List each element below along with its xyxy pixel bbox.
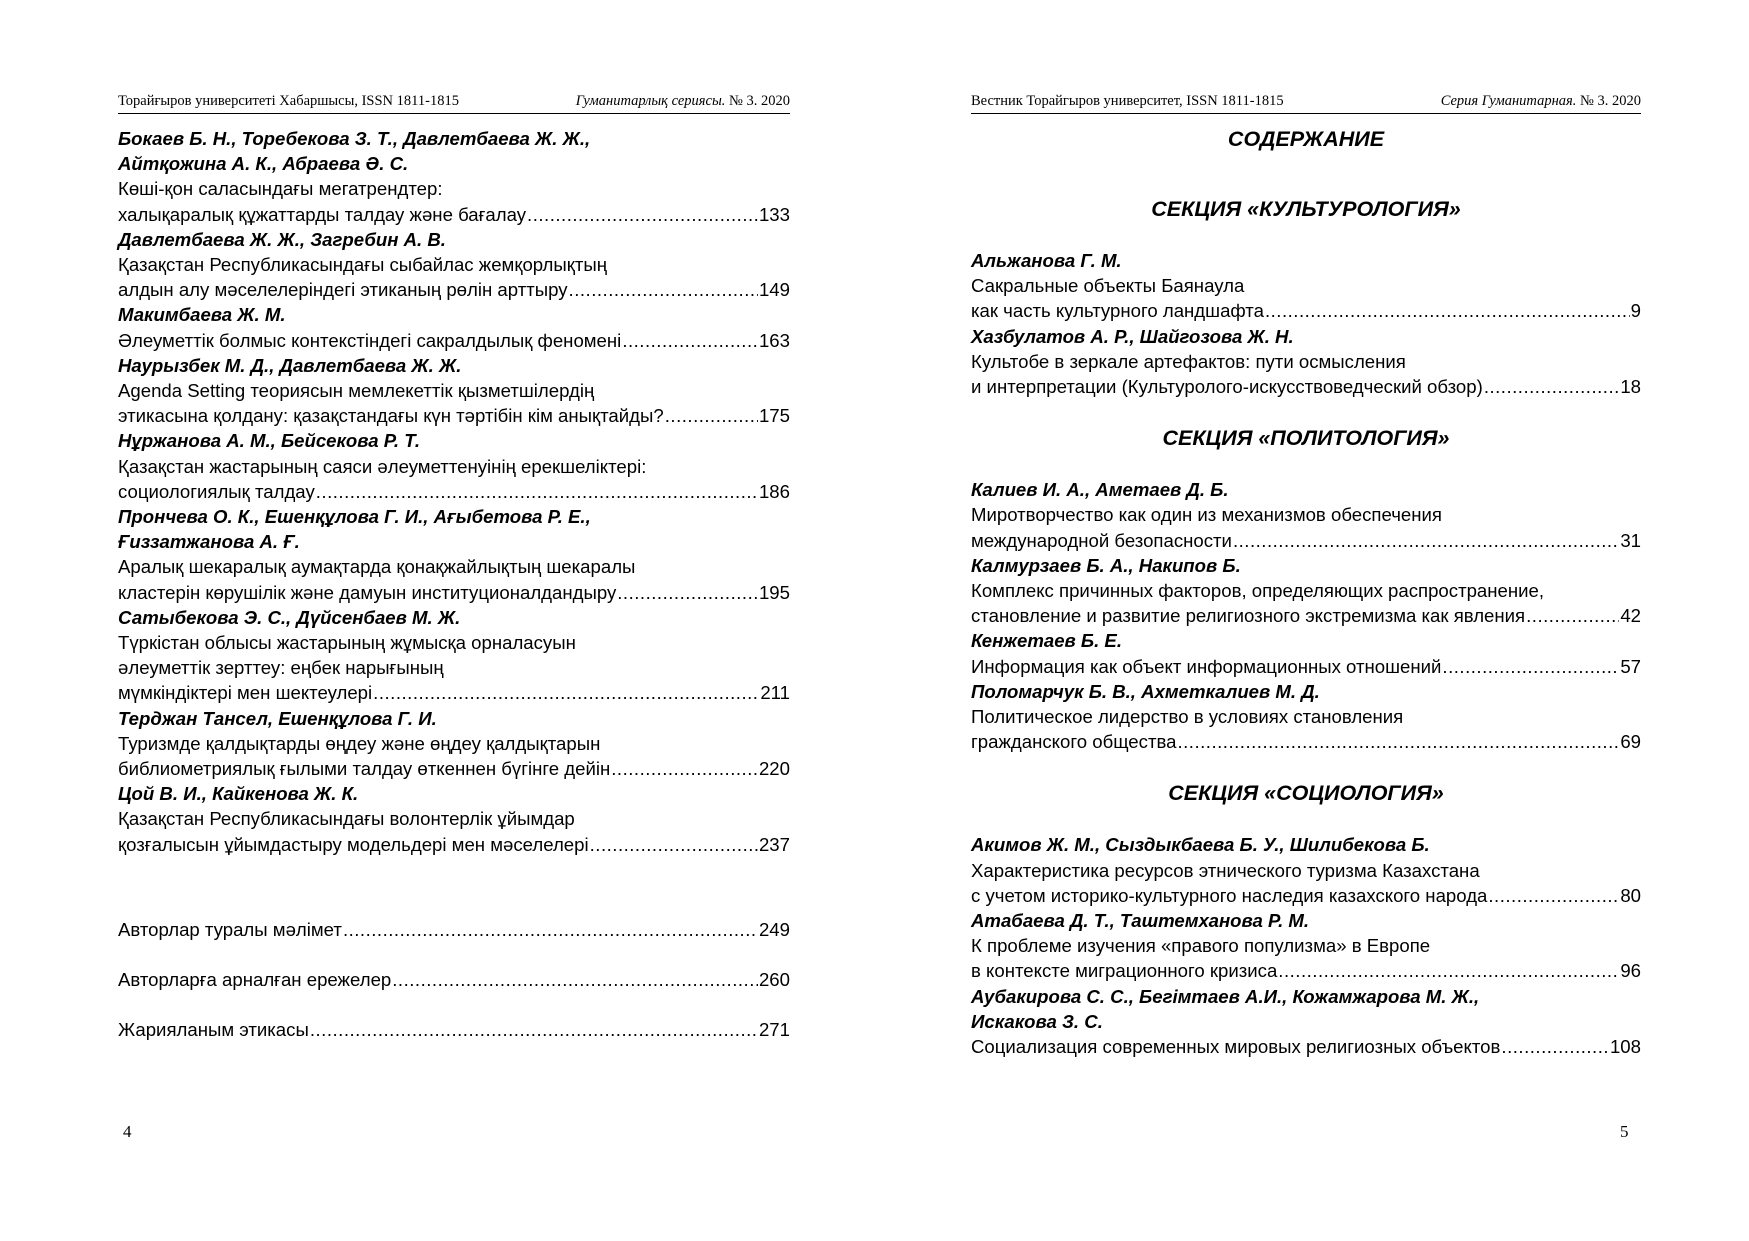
dot-leader — [1233, 528, 1619, 553]
entry-title-text: Социализация современных мировых религиозных объектов — [971, 1036, 1501, 1058]
toc-entry — [971, 553, 1641, 629]
dot-leader — [1526, 603, 1619, 628]
entry-title-last-line — [971, 958, 1641, 983]
dot-leader — [310, 1017, 758, 1042]
entry-authors: Калмурзаев Б. А., Накипов Б. — [971, 554, 1241, 576]
toc-entry — [118, 504, 790, 605]
entry-title-last-line — [118, 403, 790, 428]
entry-authors: Давлетбаева Ж. Ж., Загребин А. В. — [118, 228, 446, 250]
dot-leader — [343, 917, 758, 942]
entry-authors: Нұржанова А. М., Бейсекова Р. Т. — [118, 430, 421, 452]
dot-leader — [617, 580, 758, 605]
back-matter-entry — [118, 917, 790, 942]
entry-title-text: Авторлар туралы мәлімет — [118, 918, 342, 940]
entry-page-number: 69 — [1620, 731, 1641, 753]
entry-title-line: Қазақстан Республикасындағы волонтерлік ұйымдар — [118, 808, 575, 830]
entry-title-last-line — [118, 202, 790, 227]
toc-entry — [118, 428, 790, 504]
entry-title-text: мүмкіндіктері мен шектеулері — [118, 682, 373, 704]
entry-page-number: 149 — [758, 279, 790, 301]
entry-title-line: Түркістан облысы жастарының жұмысқа орналасуын — [118, 632, 576, 654]
entry-title-last-line — [971, 1034, 1641, 1059]
toc-entry — [118, 781, 790, 857]
entry-title-last-line — [971, 603, 1641, 628]
entry-authors: Хазбулатов А. Р., Шайгозова Ж. Н. — [971, 325, 1294, 347]
dot-leader — [1501, 1034, 1609, 1059]
entry-page-number: 133 — [758, 203, 790, 225]
entry-authors: Атабаева Д. Т., Таштемханова Р. М. — [971, 910, 1310, 932]
entry-title-last-line — [118, 479, 790, 504]
series-info — [1441, 93, 1641, 110]
entry-authors: Кенжетаев Б. Е. — [971, 630, 1123, 652]
entry-title-last-line — [971, 729, 1641, 754]
entry-title-text: становление и развитие религиозного экстремизма как явления — [971, 605, 1526, 627]
entry-title-last-line — [118, 832, 790, 857]
dot-leader — [1177, 729, 1619, 754]
entry-page-number: 9 — [1630, 300, 1641, 322]
entry-page-number: 31 — [1620, 529, 1641, 551]
entry-title-text: этикасына қолдану: қазақстандағы күн тәртібін кім анықтайды? — [118, 405, 664, 427]
entry-authors: Цой В. И., Кайкенова Ж. К. — [118, 783, 359, 805]
entry-page-number: 18 — [1620, 376, 1641, 398]
journal-title: Торайғыров университеті Хабаршысы, ISSN 1811-1815 — [118, 93, 459, 109]
entry-page-number: 195 — [758, 581, 790, 603]
entry-page-number: 249 — [758, 918, 790, 940]
entry-page-number: 57 — [1620, 655, 1641, 677]
entry-title-text: Жарияланым этикасы — [118, 1019, 309, 1041]
entry-title-line: Миротворчество как один из механизмов обеспечения — [971, 504, 1442, 526]
entry-authors: Калиев И. А., Аметаев Д. Б. — [971, 479, 1229, 501]
toc-entry — [971, 679, 1641, 755]
entry-authors: Бокаев Б. Н., Торебекова З. Т., Давлетбаева Ж. Ж., — [118, 128, 591, 149]
entry-title-last-line — [118, 680, 790, 705]
toc-entry — [971, 248, 1641, 324]
dot-leader — [1488, 883, 1619, 908]
entry-title-text: гражданского общества — [971, 731, 1177, 753]
toc-entry — [118, 227, 790, 303]
entry-title-last-line — [118, 580, 790, 605]
dot-leader — [590, 832, 758, 857]
section-heading: СЕКЦИЯ «СОЦИОЛОГИЯ» — [1168, 781, 1444, 806]
entry-title-text: алдын алу мәселелеріндегі этиканың рөлін арттыру — [118, 279, 568, 301]
dot-leader — [622, 328, 758, 353]
dot-leader — [1278, 958, 1619, 983]
entry-title-line: Agenda Setting теориясын мемлекеттік қызметшілердің — [118, 380, 595, 402]
entry-title-line: Культобе в зеркале артефактов: пути осмысления — [971, 350, 1406, 372]
entry-authors: Ғиззатжанова А. Ғ. — [118, 531, 300, 553]
entry-title-text: и интерпретации (Культуролого-искусствоведческий обзор) — [971, 376, 1483, 398]
entry-page-number: 271 — [758, 1019, 790, 1041]
entry-title-line: Комплекс причинных факторов, определяющих распространение, — [971, 580, 1545, 602]
entry-title-last-line — [971, 374, 1641, 399]
dot-leader — [527, 202, 758, 227]
entry-title-text: Авторларға арналған ережелер — [118, 969, 392, 991]
entry-authors: Альжанова Г. М. — [971, 250, 1122, 271]
toc-entry — [971, 324, 1641, 400]
entry-title-last-line — [118, 756, 790, 781]
dot-leader — [1484, 374, 1620, 399]
table-of-contents — [971, 126, 1641, 1059]
entry-title-line: Политическое лидерство в условиях становления — [971, 706, 1404, 728]
entry-title-line: Қазақстан жастарының саяси әлеуметтенуінің ерекшеліктері: — [118, 455, 647, 477]
entry-title-last-line — [118, 277, 790, 302]
toc-entry — [118, 302, 790, 352]
entry-title-text: кластерін көрушілік және дамуын институционалдандыру — [118, 581, 617, 603]
dot-leader — [611, 756, 758, 781]
series-info — [576, 93, 790, 110]
entry-title-text: международной безопасности — [971, 529, 1232, 551]
entry-authors: Аубакирова С. С., Бегімтаев А.И., Кожамжарова М. Ж., — [971, 985, 1480, 1007]
entry-title-text: как часть культурного ландшафта — [971, 300, 1264, 322]
toc-entry — [971, 984, 1641, 1060]
toc-entry — [971, 477, 1641, 553]
toc-entry — [118, 353, 790, 429]
back-matter-entry — [118, 1017, 790, 1042]
entry-title-line: Көші-қон саласындағы мегатрендтер: — [118, 178, 443, 200]
entry-title-line: Аралық шекаралық аумақтарда қонақжайлықтың шекаралы — [118, 556, 636, 578]
dot-leader — [1265, 298, 1630, 323]
entry-title-text: Әлеуметтік болмыс контекстіндегі сакралдылық феномені — [118, 329, 622, 351]
issue-number: № 3. 2020 — [729, 93, 790, 109]
entry-authors: Терджан Тансел, Ешенқұлова Г. И. — [118, 707, 437, 729]
entry-page-number: 163 — [758, 329, 790, 351]
entry-authors: Наурызбек М. Д., Давлетбаева Ж. Ж. — [118, 354, 462, 376]
entry-title-text: қозғалысын ұйымдастыру модельдері мен мәселелері — [118, 833, 589, 855]
page-number: 4 — [123, 1122, 132, 1141]
entry-title-text: библиометриялық ғылыми талдау өткеннен бүгінге дейін — [118, 758, 611, 780]
section-heading: СЕКЦИЯ «ПОЛИТОЛОГИЯ» — [1162, 426, 1450, 451]
entry-page-number: 96 — [1620, 960, 1641, 982]
right-page — [875, 0, 1749, 1241]
entry-authors: Прончева О. К., Ешенқұлова Г. И., Ағыбетова Р. Е., — [118, 506, 591, 528]
entry-authors: Айтқожина А. К., Абраева Ә. С. — [118, 153, 409, 175]
toc-entry — [971, 832, 1641, 908]
entry-page-number: 186 — [758, 480, 790, 502]
entry-title-line: К проблеме изучения «правого популизма» в Европе — [971, 935, 1431, 957]
entry-title-last-line — [971, 654, 1641, 679]
entry-title-line: Характеристика ресурсов этнического туризма Казахстана — [971, 859, 1480, 881]
entry-page-number: 220 — [758, 758, 790, 780]
toc-entry — [118, 126, 790, 227]
entry-title-line: әлеуметтік зерттеу: еңбек нарығының — [118, 657, 444, 679]
entry-title-line: Сакральные объекты Баянаула — [971, 275, 1245, 297]
dot-leader — [665, 403, 758, 428]
entry-title-line: Қазақстан Республикасындағы сыбайлас жемқорлықтың — [118, 254, 608, 276]
back-matter-entry — [118, 967, 790, 992]
series-name: Гуманитарлық сериясы. — [575, 93, 726, 109]
entry-title-last-line — [971, 298, 1641, 323]
entry-authors: Сатыбекова Э. С., Дүйсенбаев М. Ж. — [118, 606, 461, 628]
entry-page-number: 237 — [758, 833, 790, 855]
toc-entry — [118, 706, 790, 782]
entry-title-text: социологиялық талдау — [118, 480, 315, 502]
dot-leader — [392, 967, 758, 992]
entry-page-number: 108 — [1609, 1036, 1641, 1058]
entry-title-text: в контексте миграционного кризиса — [971, 960, 1278, 982]
running-header — [118, 92, 790, 114]
dot-leader — [569, 277, 758, 302]
entry-page-number: 80 — [1620, 884, 1641, 906]
entry-title-text: с учетом историко-культурного наследия казахского народа — [971, 884, 1488, 906]
left-page — [0, 0, 874, 1241]
dot-leader — [1442, 654, 1619, 679]
toc-entry — [118, 605, 790, 706]
dot-leader — [373, 680, 759, 705]
table-of-contents — [118, 126, 790, 1043]
entry-title-text: Информация как объект информационных отношений — [971, 655, 1442, 677]
journal-title: Вестник Торайгыров университет, ISSN 1811-1815 — [971, 93, 1284, 109]
running-header — [971, 92, 1641, 114]
page-number: 5 — [1620, 1122, 1629, 1141]
entry-page-number: 211 — [760, 682, 790, 704]
contents-title: СОДЕРЖАНИЕ — [1227, 127, 1385, 151]
entry-title-line: Туризмде қалдықтарды өңдеу және өңдеу қалдықтарын — [118, 732, 601, 754]
issue-number: № 3. 2020 — [1580, 93, 1641, 109]
entry-authors: Искакова З. С. — [971, 1010, 1103, 1032]
entry-authors: Акимов Ж. М., Сыздыкбаева Б. У., Шилибекова Б. — [971, 834, 1430, 856]
entry-title-text: халықаралық құжаттарды талдау және бағалау — [118, 203, 527, 225]
entry-authors: Поломарчук Б. В., Ахметкалиев М. Д. — [971, 680, 1320, 702]
entry-page-number: 260 — [758, 969, 790, 991]
toc-entry — [971, 908, 1641, 984]
entry-title-last-line — [971, 883, 1641, 908]
entry-page-number: 175 — [758, 405, 790, 427]
entry-authors: Макимбаева Ж. М. — [118, 304, 286, 326]
entry-page-number: 42 — [1620, 605, 1641, 627]
dot-leader — [316, 479, 758, 504]
toc-entry — [971, 628, 1641, 678]
entry-title-last-line — [971, 528, 1641, 553]
series-name: Серия Гуманитарная. — [1440, 93, 1577, 109]
section-heading: СЕКЦИЯ «КУЛЬТУРОЛОГИЯ» — [1151, 197, 1461, 221]
entry-title-last-line — [118, 328, 790, 353]
